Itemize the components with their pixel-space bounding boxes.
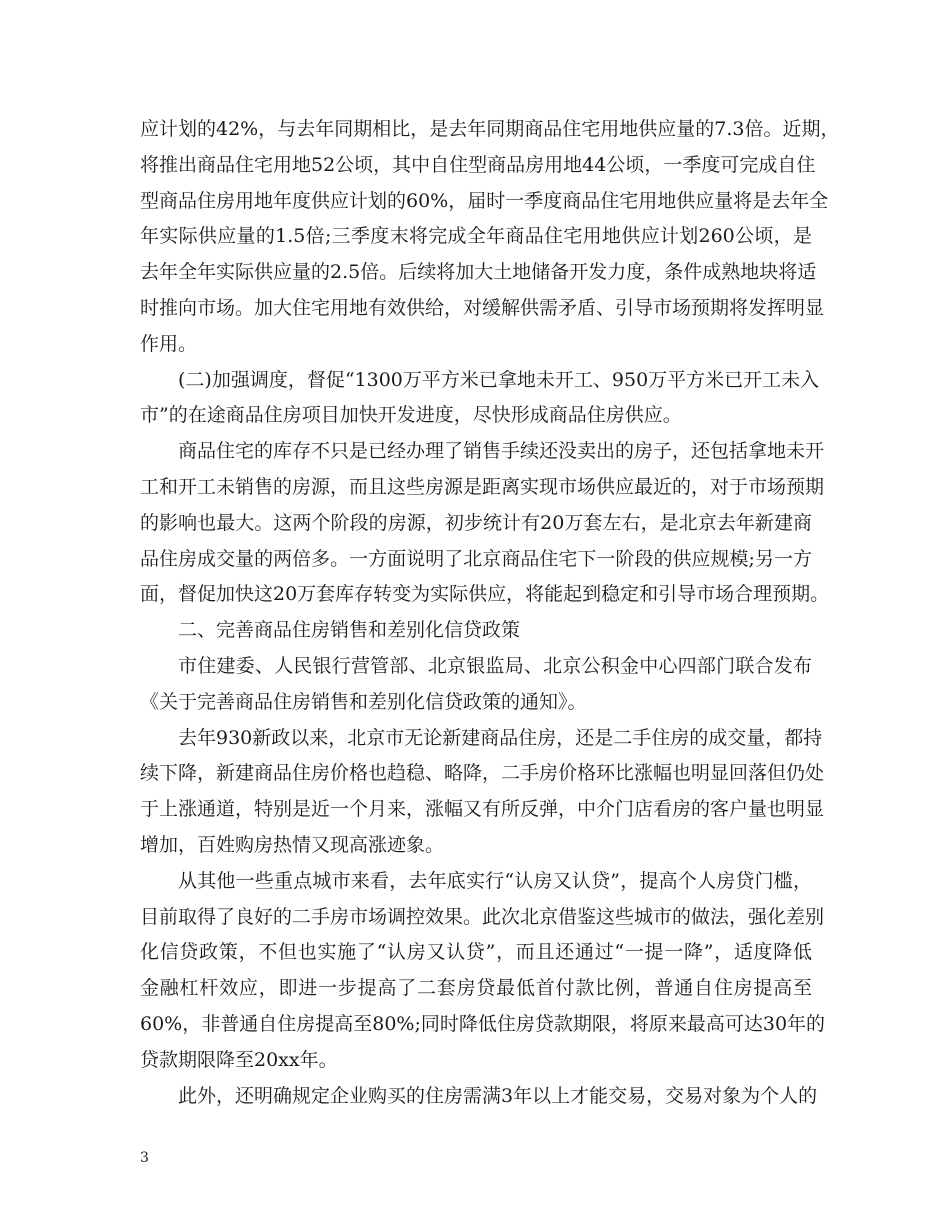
page-number: 3 [140,1150,149,1166]
text-line: 市”的在途商品住房项目加快开发进度，尽快形成商品住房供应。 [140,404,682,427]
text-line: 化信贷政策，不但也实施了“认房又认贷”，而且还通过“一提一降”，适度降低 [140,941,812,964]
text-line: 60%，非普通自住房提高至80%;同时降低住房贷款期限，将原来最高可达30年的 [140,1012,826,1035]
text-line: 此外，还明确规定企业购买的住房需满3年以上才能交易，交易对象为个人的 [178,1084,818,1107]
text-line: 年实际供应量的1.5倍;三季度末将完成全年商品住宅用地供应计划260公顷，是 [140,225,812,248]
text-line: 作用。 [140,332,198,355]
text-line: 去年全年实际供应量的2.5倍。后续将加大土地储备开发力度，条件成熟地块将适 [140,261,817,284]
text-line: 金融杠杆效应，即进一步提高了二套房贷最低首付款比例，普通自住房提高至 [140,977,812,1000]
text-line: (二)加强调度，督促“1300万平方米已拿地未开工、950万平方米已开工未入 [178,368,820,391]
text-line: 将推出商品住宅用地52公顷，其中自住型商品房用地44公顷，一季度可完成自住 [140,153,816,176]
text-line: 品住房成交量的两倍多。一方面说明了北京商品住宅下一阶段的供应规模;另一方 [140,547,812,570]
text-line: 商品住宅的库存不只是已经办理了销售手续还没卖出的房子，还包括拿地未开 [178,440,825,463]
text-line: 时推向市场。加大住宅用地有效供给，对缓解供需矛盾、引导市场预期将发挥明显 [140,296,825,319]
text-line: 工和开工未销售的房源，而且这些房源是距离实现市场供应最近的，对于市场预期 [140,475,825,498]
text-line: 市住建委、人民银行营管部、北京银监局、北京公积金中心四部门联合发布 [178,654,812,677]
text-line: 目前取得了良好的二手房市场调控效果。此次北京借鉴这些城市的做法，强化差别 [140,905,825,928]
text-line: 型商品住房用地年度供应计划的60%，届时一季度商品住宅用地供应量将是去年全 [140,189,829,212]
body-text [140,112,840,1114]
text-line: 的影响也最大。这两个阶段的房源，初步统计有20万套左右，是北京去年新建商 [140,511,812,534]
text-line: 面，督促加快这20万套库存转变为实际供应，将能起到稳定和引导市场合理预期。 [140,583,830,606]
text-line: 应计划的42%，与去年同期相比，是去年同期商品住宅用地供应量的7.3倍。近期， [140,118,840,140]
text-line: 《关于完善商品住房销售和差别化信贷政策的通知》。 [140,690,587,713]
text-line: 贷款期限降至20xx年。 [140,1048,338,1071]
text-line: 去年930新政以来，北京市无论新建商品住房，还是二手住房的成交量，都持 [178,726,823,749]
text-line: 二、完善商品住房销售和差别化信贷政策 [178,619,521,642]
text-line: 增加，百姓购房热情又现高涨迹象。 [140,833,445,856]
text-line: 于上涨通道，特别是近一个月来，涨幅又有所反弹，中介门店看房的客户量也明显 [140,798,825,821]
text-line: 从其他一些重点城市来看，去年底实行“认房又认贷”，提高个人房贷门槛， [178,869,812,892]
text-line: 续下降，新建商品住房价格也趋稳、略降，二手房价格环比涨幅也明显回落但仍处 [140,762,825,785]
